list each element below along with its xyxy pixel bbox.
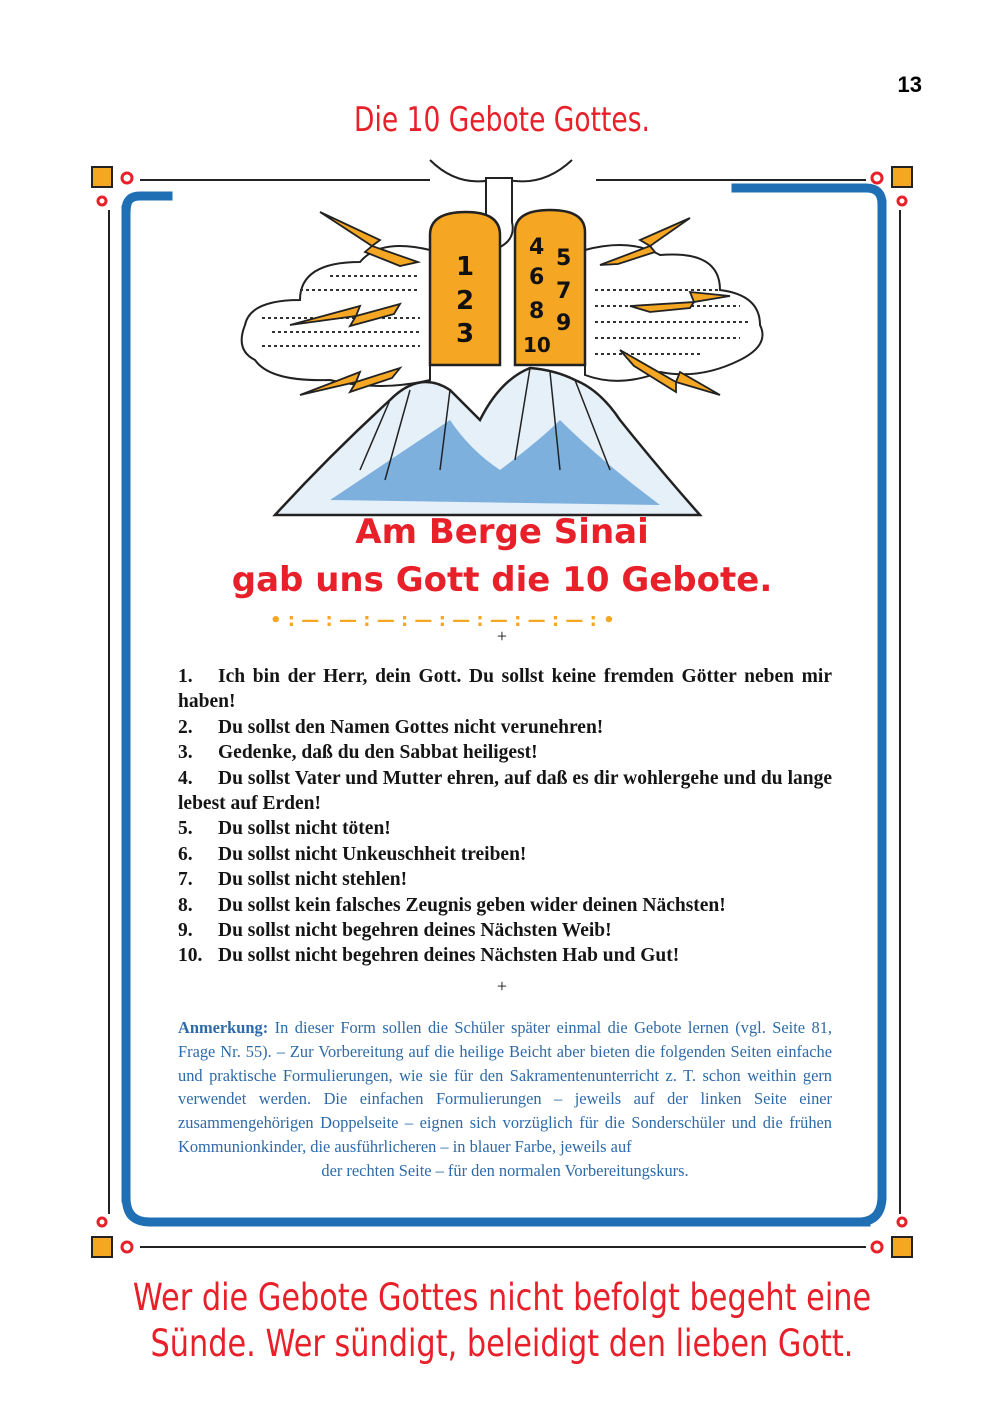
tablet-number: 6 [529, 265, 545, 290]
subtitle-line-1: Am Berge Sinai [355, 512, 649, 552]
separator-cross-2: + [496, 976, 508, 996]
tablet-number: 3 [456, 319, 475, 349]
corner-ornament-bottom-left [92, 1218, 132, 1257]
corner-ornament-bottom-right [872, 1218, 912, 1257]
note-label: Anmerkung: [178, 1018, 269, 1037]
commandments-list [178, 664, 832, 969]
commandment-3: 3. Gedenke, daß du den Sabbat heiligest! [178, 742, 538, 764]
commandment-7: 7. Du sollst nicht stehlen! [178, 869, 408, 891]
commandment-9: 9. Du sollst nicht begehren deines Nächsten Weib! [178, 920, 612, 942]
commandment-8: 8. Du sollst kein falsches Zeugnis geben wider deinen Nächsten! [178, 894, 726, 916]
commandment-6: 6. Du sollst nicht Unkeuschheit treiben! [178, 843, 527, 865]
tablet-number: 4 [529, 235, 545, 260]
commandment-10: 10. Du sollst nicht begehren deines Nächsten Hab und Gut! [178, 945, 680, 967]
tablet-number: 8 [529, 299, 545, 324]
svg-text:• : — : — : — : — : — : — : —: • : — : — : — : — : — : — : — : — : • [270, 610, 615, 631]
storm-clouds [242, 245, 763, 386]
sinai-illustration [242, 160, 763, 515]
subtitle-line-2: gab uns Gott die 10 Gebote. [231, 560, 773, 600]
tablet-number: 1 [456, 252, 475, 282]
note-text: In dieser Form sollen die Schüler später einmal die Gebote lernen (vgl. Seite 81, Frage Nr. 55). – Zur Vorbereitung auf die heilige Beicht aber bieten die folgenden Seiten einfache und praktische Formulierungen, wie sie für den Sakramentenunterricht z. T. schon weithin gern verwendet werden. Die einfachen Formulierungen – jeweils auf der linken Seite einer zusammengehörigen Doppelseite – eignen sich vorzüglich für die Sonderschüler und die frühen Kommunionkinder, die ausführlicheren – in blauer Farbe, jeweils auf [178, 1018, 832, 1156]
note-paragraph [178, 1016, 832, 1183]
tablet-number: 9 [556, 311, 572, 336]
note-last-line: der rechten Seite – für den normalen Vorbereitungskurs. [321, 1160, 689, 1180]
tablet-number: 7 [556, 279, 572, 304]
tablet-number: 5 [556, 246, 572, 271]
commandment-5: 5. Du sollst nicht töten! [178, 818, 391, 840]
footer-line-1: Wer die Gebote Gottes nicht befolgt begeht eine [132, 1276, 872, 1319]
tablet-number: 2 [456, 286, 475, 316]
separator-cross: + [496, 626, 508, 646]
tablet-number: 10 [523, 333, 551, 357]
commandment-4: 4. Du sollst Vater und Mutter ehren, auf daß es dir wohlergehe und du lange lebest auf Erden! [178, 767, 832, 815]
page-number: 13 [897, 72, 922, 97]
commandment-2: 2. Du sollst den Namen Gottes nicht verunehren! [178, 716, 604, 738]
commandment-1: 1. Ich bin der Herr, dein Gott. Du sollst keine fremden Götter neben mir haben! [178, 666, 832, 713]
page-title: Die 10 Gebote Gottes. [354, 100, 650, 140]
footer-line-2: Sünde. Wer sündigt, beleidigt den lieben Gott. [150, 1322, 854, 1365]
